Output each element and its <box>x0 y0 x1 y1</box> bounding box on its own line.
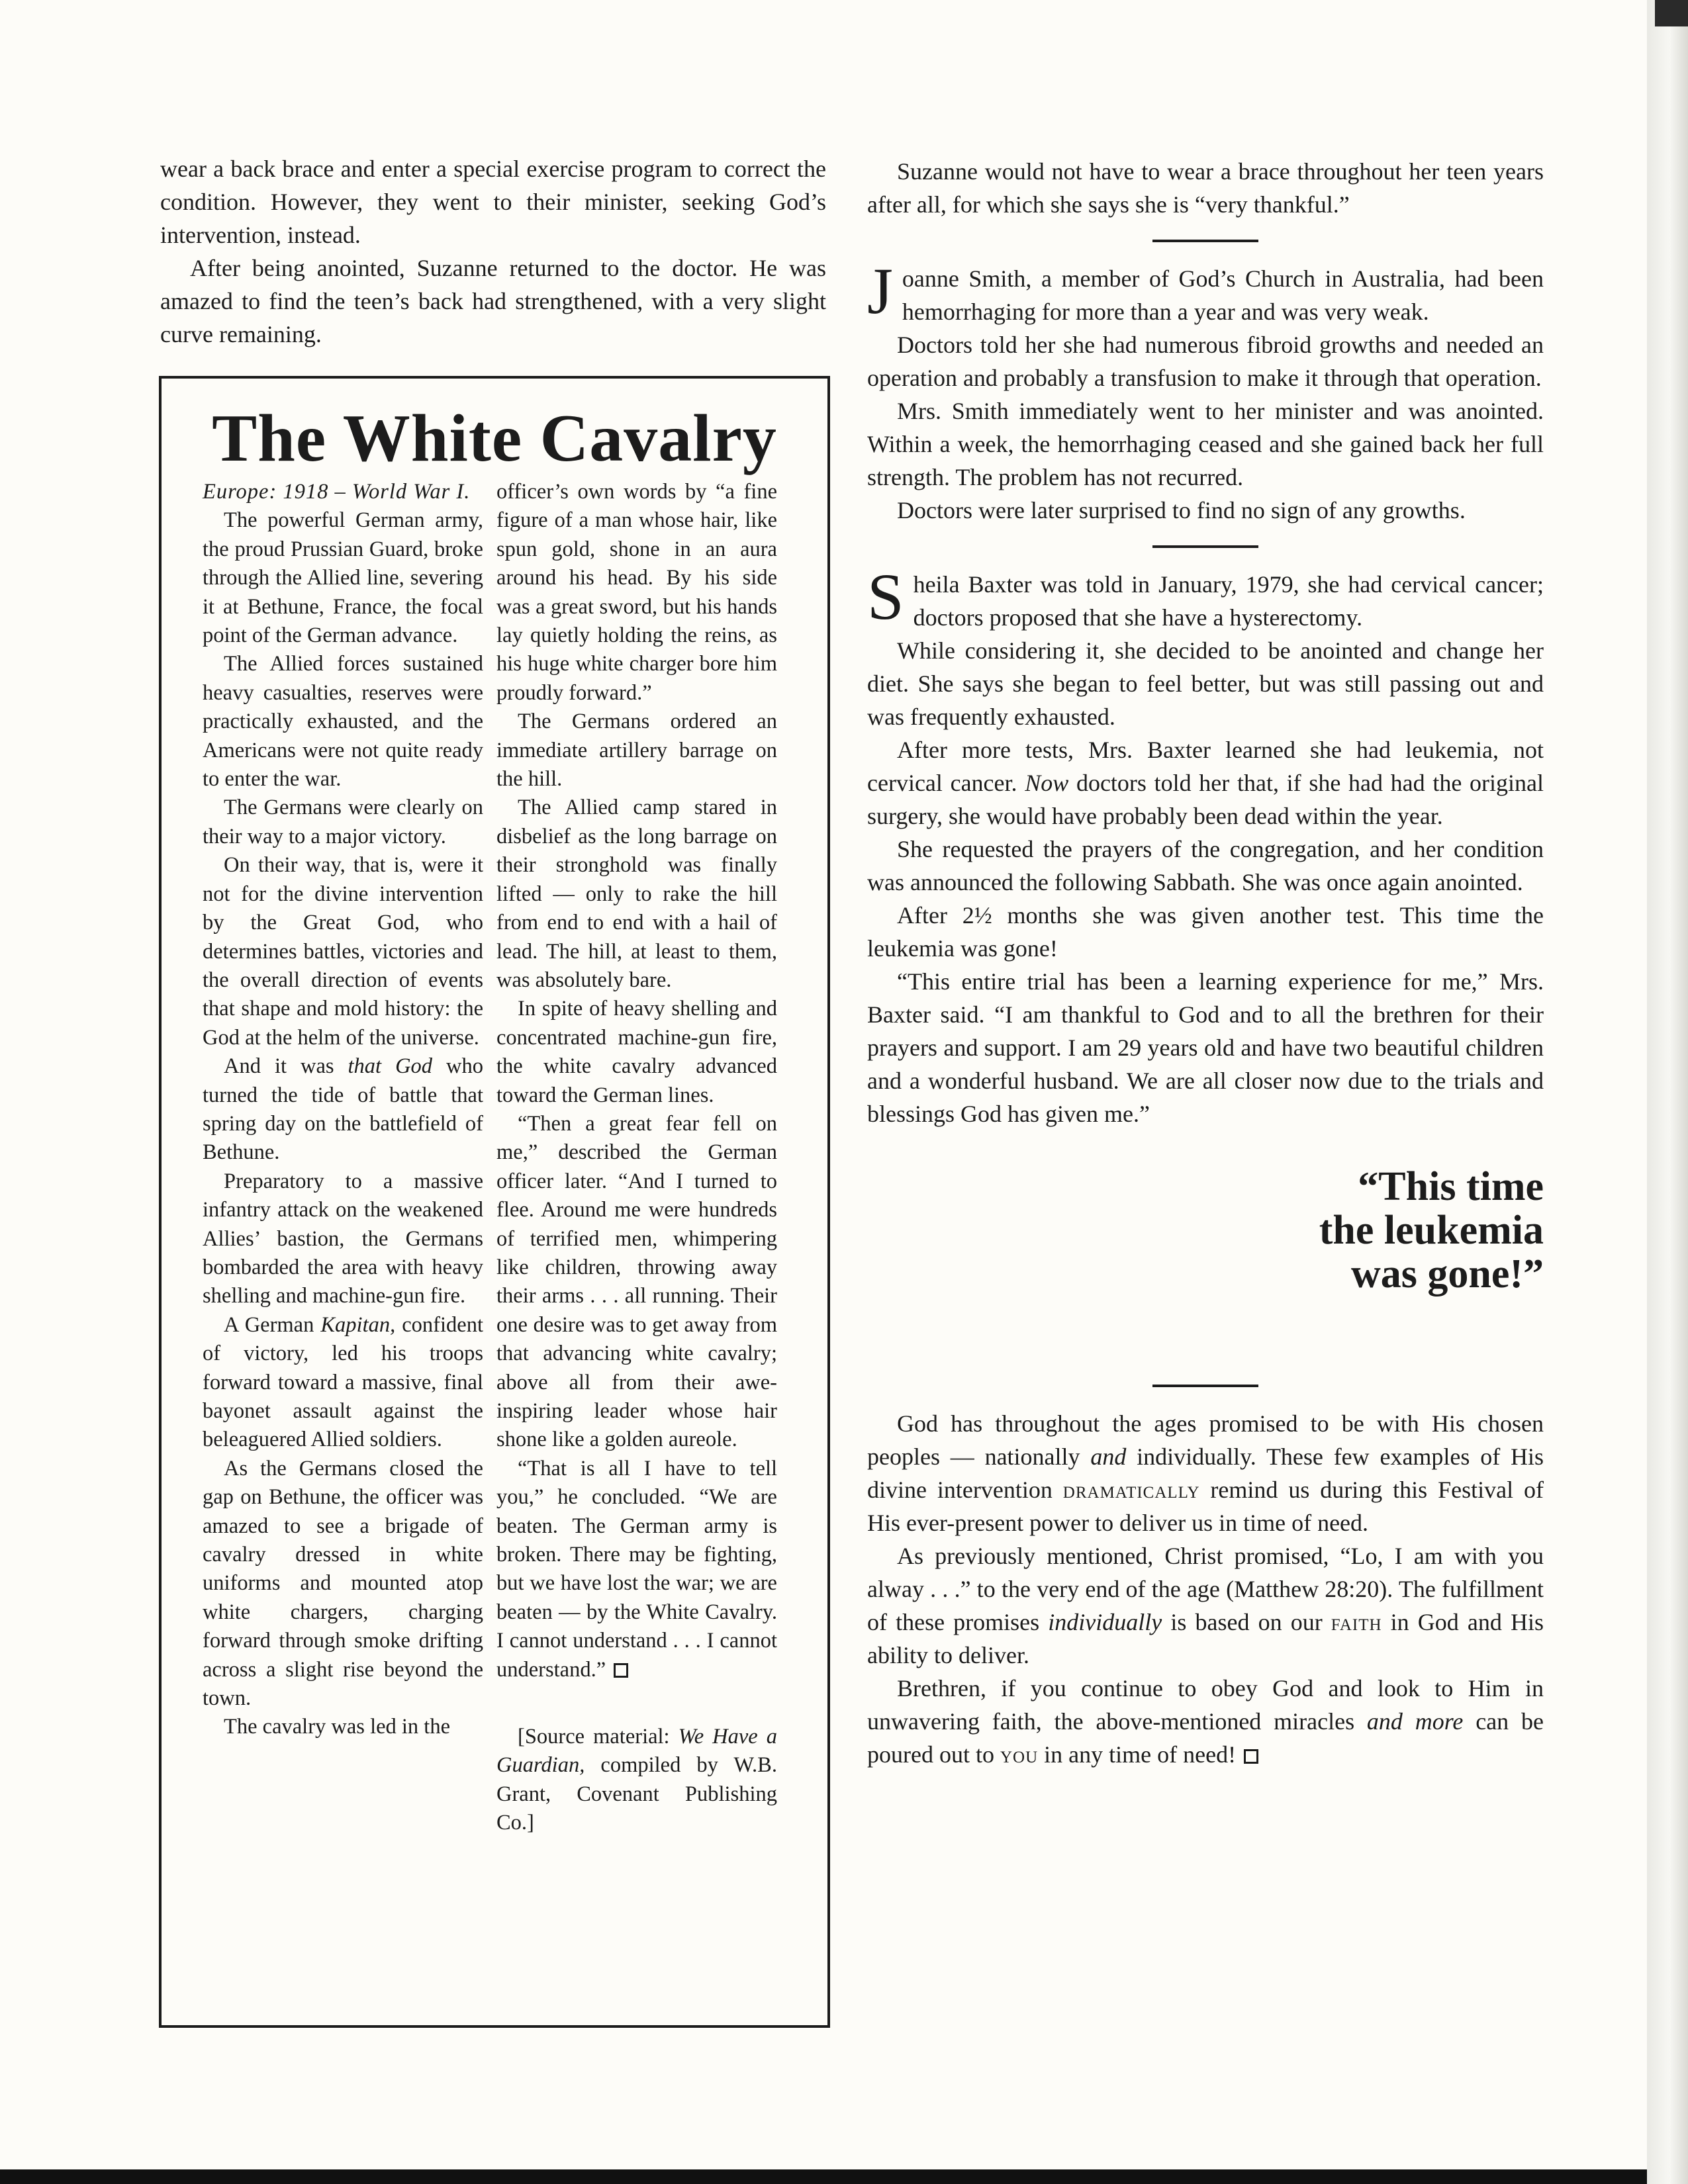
continued-article-text <box>160 152 826 351</box>
paragraph: wear a back brace and enter a special exercise program to correct the condition. However, they went to their minister, seeking God’s intervention, instead. <box>160 156 826 248</box>
paragraph: After being anointed, Suzanne returned to the doctor. He was amazed to find the teen’s back had strengthened, with a very slight curve remaining. <box>160 255 826 347</box>
source-note: [Source material: We Have a Guardian, compiled by W.B. Grant, Covenant Publishing Co.] <box>496 1725 777 1835</box>
paragraph: Brethren, if you continue to obey God and look to Him in unwavering faith, the above-mentioned miracles and more can be poured out to you in any time of need! <box>867 1675 1544 1768</box>
scan-bottom-edge <box>0 2169 1647 2184</box>
paragraph: After 2½ months she was given another test. This time the leukemia was gone! <box>867 902 1544 962</box>
dateline: Europe: 1918 – World War I. <box>203 480 471 504</box>
paragraph: A German Kapitan, confident of victory, led his troops forward toward a massive, final bayonet assault against the beleaguered Allied soldiers. <box>203 1312 483 1452</box>
paragraph: And it was that God who turned the tide of battle that spring day on the battlefield of Bethune. <box>203 1054 483 1165</box>
paragraph: The Allied forces sustained heavy casualties, reserves were practically exhausted, and the Americans were not quite ready to enter the war. <box>203 652 483 792</box>
paragraph: As previously mentioned, Christ promised, “Lo, I am with you alway . . .” to the very end of the age (Matthew 28:20). The fulfillment of these promises individually is based on our faith in God and His ability to deliver. <box>867 1543 1544 1668</box>
paragraph: The Germans ordered an immediate artillery barrage on the hill. <box>496 709 777 792</box>
paragraph: As the Germans closed the gap on Bethune, the officer was amazed to see a brigade of cavalry dressed in white uniforms and mounted atop white chargers, charging forward through smoke drifting across a slight rise beyond the town. <box>203 1456 483 1711</box>
drop-cap: S <box>867 560 904 633</box>
paragraph: Doctors were later surprised to find no sign of any growths. <box>897 497 1466 523</box>
paragraph: God has throughout the ages promised to be with His chosen peoples — nationally and individually. These few examples of His divine intervention dramatically remind us during this Festival of His ever-present power to deliver us in time of need. <box>867 1410 1544 1536</box>
paragraph: The Allied camp stared in disbelief as the long barrage on their stronghold was finally lifted — only to rake the hill from end to end with a hail of lead. The hill, at least to them, was absolutely bare. <box>496 796 777 992</box>
paragraph: The Germans were clearly on their way to a major victory. <box>203 796 483 848</box>
sidebar-title: The White Cavalry <box>212 401 777 476</box>
paragraph: On their way, that is, were it not for the divine intervention by the Great God, who determines battles, victories and the overall direction of events that shape and mold history: the God at the helm of the universe. <box>203 853 483 1050</box>
page-corner-mark <box>1655 0 1688 26</box>
paragraph: officer’s own words by “a fine figure of a man whose hair, like spun gold, shone in an aura around his head. By his side was a great sword, but his hands lay quietly holding the reins, as his huge white charger bore him proudly forward.” <box>496 480 777 705</box>
section-divider <box>1152 1385 1258 1387</box>
paragraph: “Then a great fear fell on me,” described the German officer later. “And I turned to flee. Around me were hundreds of terrified men, whimpering like children, throwing away their arms . . . all running. Their one desire was to get away from that advancing white cavalry; above all from their awe-inspiring leader whose hair shone like a golden aureole. <box>496 1111 777 1452</box>
sidebar-column-1 <box>203 478 483 1742</box>
paragraph: “This entire trial has been a learning experience for me,” Mrs. Baxter said. “I am thankful to God and to all the brethren for their prayers and support. I am 29 years old and have two beautiful children and a wonderful husband. We are all closer now due to the trials and blessings God has given me.” <box>867 968 1544 1127</box>
sidebar-box <box>159 376 830 2028</box>
paragraph: Mrs. Smith immediately went to her minister and was anointed. Within a week, the hemorrhaging ceased and she gained back her full strength. The problem has not recurred. <box>867 398 1544 490</box>
paragraph: “That is all I have to tell you,” he concluded. “We are beaten. The German army is broken. There may be fighting, but we have lost the war; we are beaten — by the White Cavalry. I cannot understand . . . I cannot understand.” <box>496 1456 777 1682</box>
drop-cap: J <box>867 254 893 328</box>
paragraph: Doctors told her she had numerous fibroid growths and needed an operation and probably a transfusion to make it through that operation. <box>867 332 1544 391</box>
paragraph: Preparatory to a massive infantry attack on the weakened Allies’ bastion, the Germans bombarded the area with heavy shelling and machine-gun fire. <box>203 1169 483 1308</box>
paragraph: The cavalry was led in the <box>224 1715 451 1739</box>
paragraph: Suzanne would not have to wear a brace throughout her teen years after all, for which she says she is “very thankful.” <box>867 158 1544 218</box>
paragraph: Sheila Baxter was told in January, 1979, she had cervical cancer; doctors proposed that she have a hysterectomy. <box>867 560 1544 633</box>
paragraph: After more tests, Mrs. Baxter learned she had leukemia, not cervical cancer. Now doctors told her that, if she had had the original surgery, she would have probably been dead within the year. <box>867 737 1544 829</box>
pull-quote: “This time the leukemia was gone!” <box>1319 1164 1544 1297</box>
paragraph: Joanne Smith, a member of God’s Church in Australia, had been hemorrhaging for more than a year and was very weak. <box>867 254 1544 328</box>
end-mark-icon <box>614 1663 628 1678</box>
page-edge <box>1647 0 1688 2184</box>
paragraph: In spite of heavy shelling and concentrated machine-gun fire, the white cavalry advanced toward the German lines. <box>496 997 777 1107</box>
paragraph: While considering it, she decided to be anointed and change her diet. She says she began to feel better, but was still passing out and was frequently exhausted. <box>867 637 1544 730</box>
section-divider <box>1152 240 1258 242</box>
sidebar-column-2 <box>496 478 777 1838</box>
end-mark-icon <box>1244 1749 1258 1764</box>
paragraph: She requested the prayers of the congregation, and her condition was announced the following Sabbath. She was once again anointed. <box>867 836 1544 895</box>
paragraph: The powerful German army, the proud Prussian Guard, broke through the Allied line, severing it at Bethune, France, the focal point of the German advance. <box>203 508 483 648</box>
right-column <box>867 155 1544 1771</box>
section-divider <box>1152 545 1258 548</box>
